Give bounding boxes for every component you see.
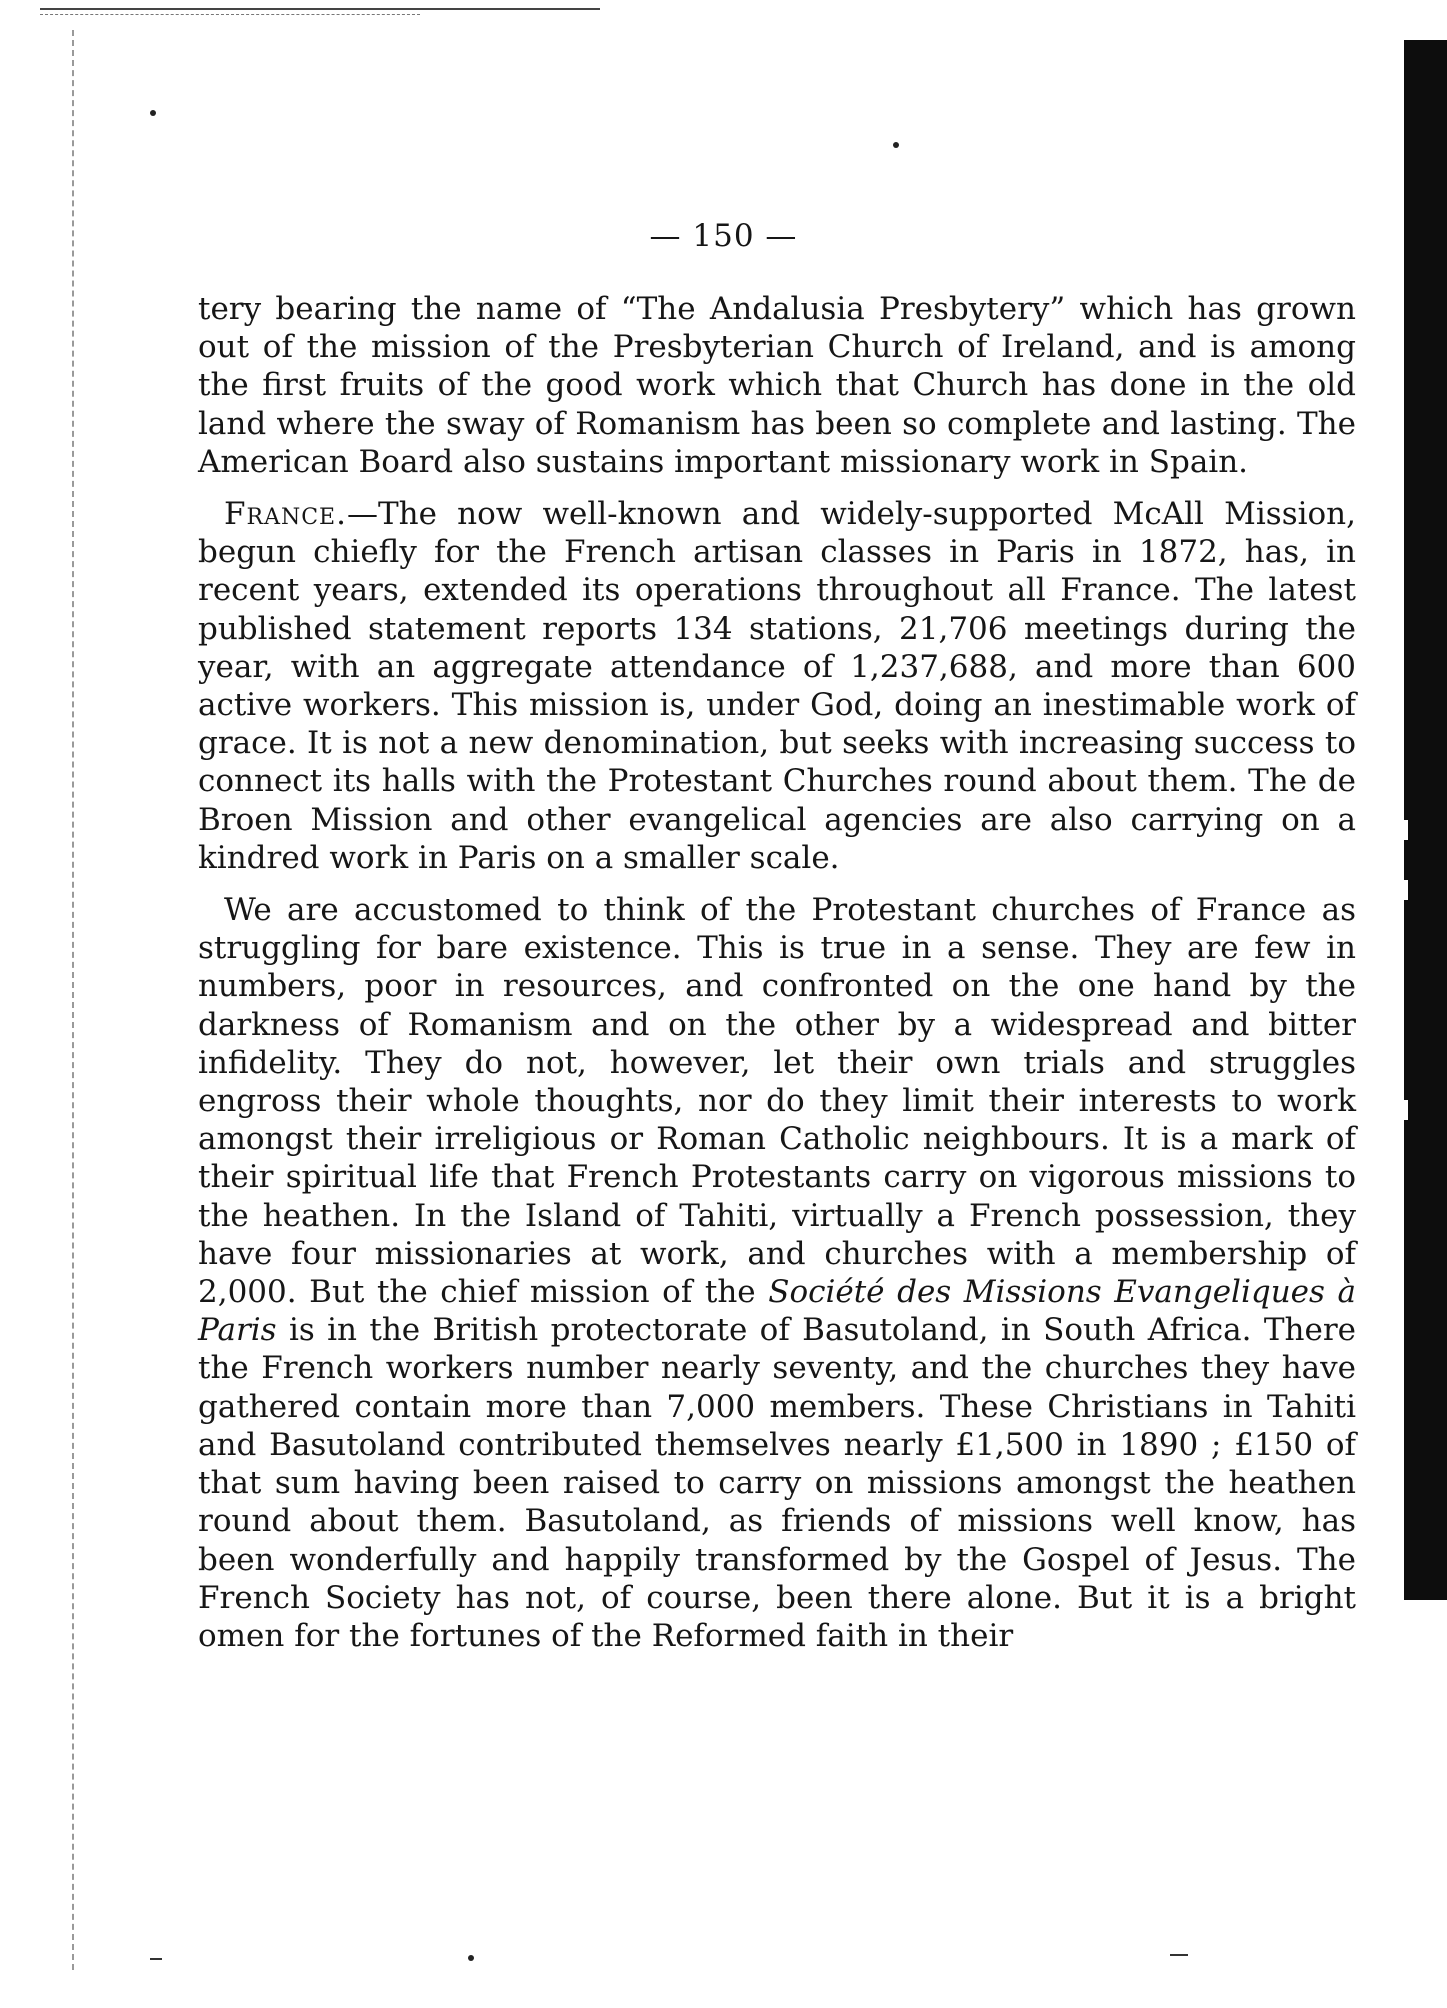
scan-speck <box>893 142 899 148</box>
body-text <box>198 290 1356 1655</box>
paragraph-protestant-churches <box>198 891 1356 1655</box>
scan-right-edge-notch <box>1398 820 1408 840</box>
scan-bottom-marks <box>0 1950 1447 1970</box>
scan-bottom-mark <box>150 1958 162 1960</box>
paragraph-spain-continued <box>198 290 1356 481</box>
scan-bottom-mark <box>1170 1954 1188 1956</box>
society-name-italic: Société des Missions Evangeliques à Paris <box>198 1274 1356 1349</box>
scan-top-rule <box>40 8 600 10</box>
page-number: — 150 — <box>649 218 798 254</box>
section-heading-france: France. <box>224 496 347 533</box>
scan-right-edge-notch <box>1398 880 1408 900</box>
paragraph-text: —The now well-known and widely-supported McAll Mission, begun chiefly for the French artisan classes in Paris in 1872, has, in recent years, extended its operations throughout all France. The latest published statement reports 134 stations, 21,706 meetings during the year, with an aggregate attendance of 1,237,688, and more than 600 active workers. This mission is, under God, doing an inestimable work of grace. It is not a new denomination, but seeks with increasing success to connect its halls with the Protestant Churches round about them. The de Broen Mission and other evangelical agencies are also carrying on a kindred work in Paris on a smaller scale. <box>198 496 1356 876</box>
paragraph-text: We are accustomed to think of the Protestant churches of France as struggling for bare existence. This is true in a sense. They are few in numbers, poor in resources, and confronted on the one hand by the darkness of Romanism and on the other by a widespread and bitter infidelity. They do not, however, let their own trials and struggles engross their whole thoughts, nor do they limit their interests to work amongst their irreligious or Roman Catholic neighbours. It is a mark of their spiritual life that French Protestants carry on vigorous missions to the heathen. In the Island of Tahiti, virtually a French possession, they have four missionaries at work, and churches with a membership of 2,000. But the chief mission of the <box>198 892 1356 1311</box>
scan-speck <box>150 110 156 116</box>
scan-left-margin-line <box>72 30 74 1970</box>
paragraph-text: tery bearing the name of “The Andalusia Presbytery” which has grown out of the mission of the Presbyterian Church of Ireland, and is among the first fruits of the good work which that Church has done in the old land where the sway of Romanism has been so complete and lasting. The American Board also sustains important missionary work in Spain. <box>198 291 1356 480</box>
scan-top-rule-dashed <box>40 14 420 15</box>
paragraph-france <box>198 495 1356 877</box>
paragraph-text: is in the British protectorate of Basutoland, in South Africa. There the French workers number nearly seventy, and the churches they have gathered contain more than 7,000 members. These Christians in Tahiti and Basutoland contributed themselves nearly £1,500 in 1890 ; £150 of that sum having been raised to carry on missions amongst the heathen round about them. Basutoland, as friends of missions well know, has been wonderfully and happily transformed by the Gospel of Jesus. The French Society has not, of course, been there alone. But it is a bright omen for the fortunes of the Reformed faith in their <box>198 1312 1356 1654</box>
scan-right-edge-notch <box>1398 1100 1408 1120</box>
scan-right-edge-bar <box>1404 40 1447 1600</box>
